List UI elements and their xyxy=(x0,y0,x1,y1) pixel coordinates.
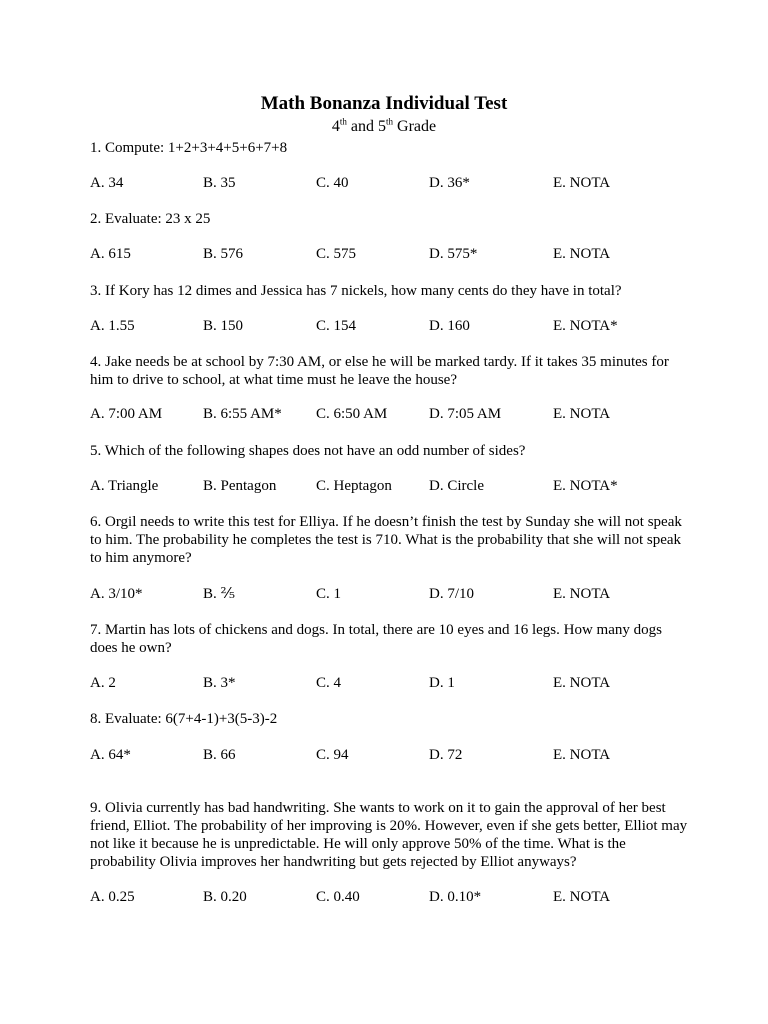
question-3: 3. If Kory has 12 dimes and Jessica has 7 nickels, how many cents do they have in total? xyxy=(90,283,622,299)
answer-choice: A. 1.55 xyxy=(90,318,135,334)
page-title: Math Bonanza Individual Test xyxy=(260,93,508,114)
answer-choice: C. 40 xyxy=(316,175,349,191)
answer-choice: B. 35 xyxy=(203,175,236,191)
question-1: 1. Compute: 1+2+3+4+5+6+7+8 xyxy=(90,140,288,156)
answer-choice: A. 2 xyxy=(90,675,116,691)
answer-row-1 xyxy=(0,174,768,192)
answer-choice: C. 0.40 xyxy=(316,889,360,905)
question-5: 5. Which of the following shapes does not have an odd number of sides? xyxy=(90,443,526,459)
answer-choice: E. NOTA xyxy=(553,175,611,191)
answer-choice: D. 160 xyxy=(429,318,470,334)
question-7: 7. Martin has lots of chickens and dogs. In total, there are 10 eyes and 16 legs. How many dogs does he own? xyxy=(90,622,662,656)
answer-choice: D. 7:05 AM xyxy=(429,406,502,422)
question-2: 2. Evaluate: 23 x 25 xyxy=(90,211,211,227)
answer-choice: D. Circle xyxy=(429,478,484,494)
answer-choice: B. Pentagon xyxy=(203,478,277,494)
answer-choice: B. 66 xyxy=(203,747,236,763)
answer-choice: B. 576 xyxy=(203,246,244,262)
answer-choice: C. Heptagon xyxy=(316,478,392,494)
answer-choice: C. 4 xyxy=(316,675,342,691)
answer-choice: E. NOTA xyxy=(553,586,611,602)
answer-choice: E. NOTA xyxy=(553,675,611,691)
answer-choice: D. 36* xyxy=(429,175,470,191)
answer-choice: A. 3/10* xyxy=(90,586,143,602)
answer-choice: B. 0.20 xyxy=(203,889,247,905)
answer-choice: B. 150 xyxy=(203,318,244,334)
answer-row-4 xyxy=(0,405,768,423)
answer-choice: B. 3* xyxy=(203,675,236,691)
grade-subtitle xyxy=(0,118,768,136)
answer-choice: D. 575* xyxy=(429,246,478,262)
answer-choice: E. NOTA xyxy=(553,246,611,262)
answer-choice: D. 0.10* xyxy=(429,889,482,905)
answer-row-7 xyxy=(0,674,768,692)
answer-row-3 xyxy=(0,317,768,335)
answer-choice: B. 6:55 AM* xyxy=(203,406,282,422)
answer-choice: D. 1 xyxy=(429,675,455,691)
answer-choice: C. 575 xyxy=(316,246,357,262)
grade-word: Grade xyxy=(393,118,437,135)
answer-choice: E. NOTA xyxy=(553,406,611,422)
answer-choice: E. NOTA xyxy=(553,889,611,905)
answer-row-8 xyxy=(0,746,768,764)
answer-choice: D. 72 xyxy=(429,747,463,763)
answer-choice: C. 6:50 AM xyxy=(316,406,388,422)
question-4: 4. Jake needs be at school by 7:30 AM, or else he will be marked tardy. If it takes 35 minutes for him to drive to school, at what time must he leave the house? xyxy=(90,354,669,388)
grade-b-suffix: th xyxy=(386,116,394,127)
answer-row-2 xyxy=(0,245,768,263)
answer-choice: A. 7:00 AM xyxy=(90,406,163,422)
answer-choice: C. 154 xyxy=(316,318,357,334)
answer-choice: A. Triangle xyxy=(90,478,159,494)
answer-choice: E. NOTA* xyxy=(553,478,618,494)
answer-choice: B. ⅖ xyxy=(203,586,236,602)
answer-row-6 xyxy=(0,585,768,603)
answer-row-9 xyxy=(0,888,768,906)
answer-choice: A. 0.25 xyxy=(90,889,135,905)
grade-a: 4 xyxy=(331,118,340,135)
answer-choice: A. 34 xyxy=(90,175,124,191)
answer-choice: A. 615 xyxy=(90,246,131,262)
grade-a-suffix: th xyxy=(339,116,347,127)
answer-row-5 xyxy=(0,477,768,495)
question-9: 9. Olivia currently has bad handwriting. She wants to work on it to gain the approval of her best friend, Elliot. The probability of her improving is 20%. However, even if she gets better, Elliot may not like it because he is unpredictable. He will only approve 50% of the time. What is the probability Olivia improves her handwriting but gets rejected by Elliot anyways? xyxy=(90,800,688,870)
answer-choice: E. NOTA xyxy=(553,747,611,763)
answer-choice: C. 1 xyxy=(316,586,342,602)
answer-choice: C. 94 xyxy=(316,747,349,763)
answer-choice: A. 64* xyxy=(90,747,131,763)
answer-choice: E. NOTA* xyxy=(553,318,618,334)
question-8: 8. Evaluate: 6(7+4-1)+3(5-3)-2 xyxy=(90,711,278,727)
grade-and: and 5 xyxy=(346,118,386,135)
question-6: 6. Orgil needs to write this test for Elliya. If he doesn’t finish the test by Sunday she will not speak to him. The probability he completes the test is 710. What is the probability that she will not speak to him anymore? xyxy=(90,514,682,566)
answer-choice: D. 7/10 xyxy=(429,586,474,602)
